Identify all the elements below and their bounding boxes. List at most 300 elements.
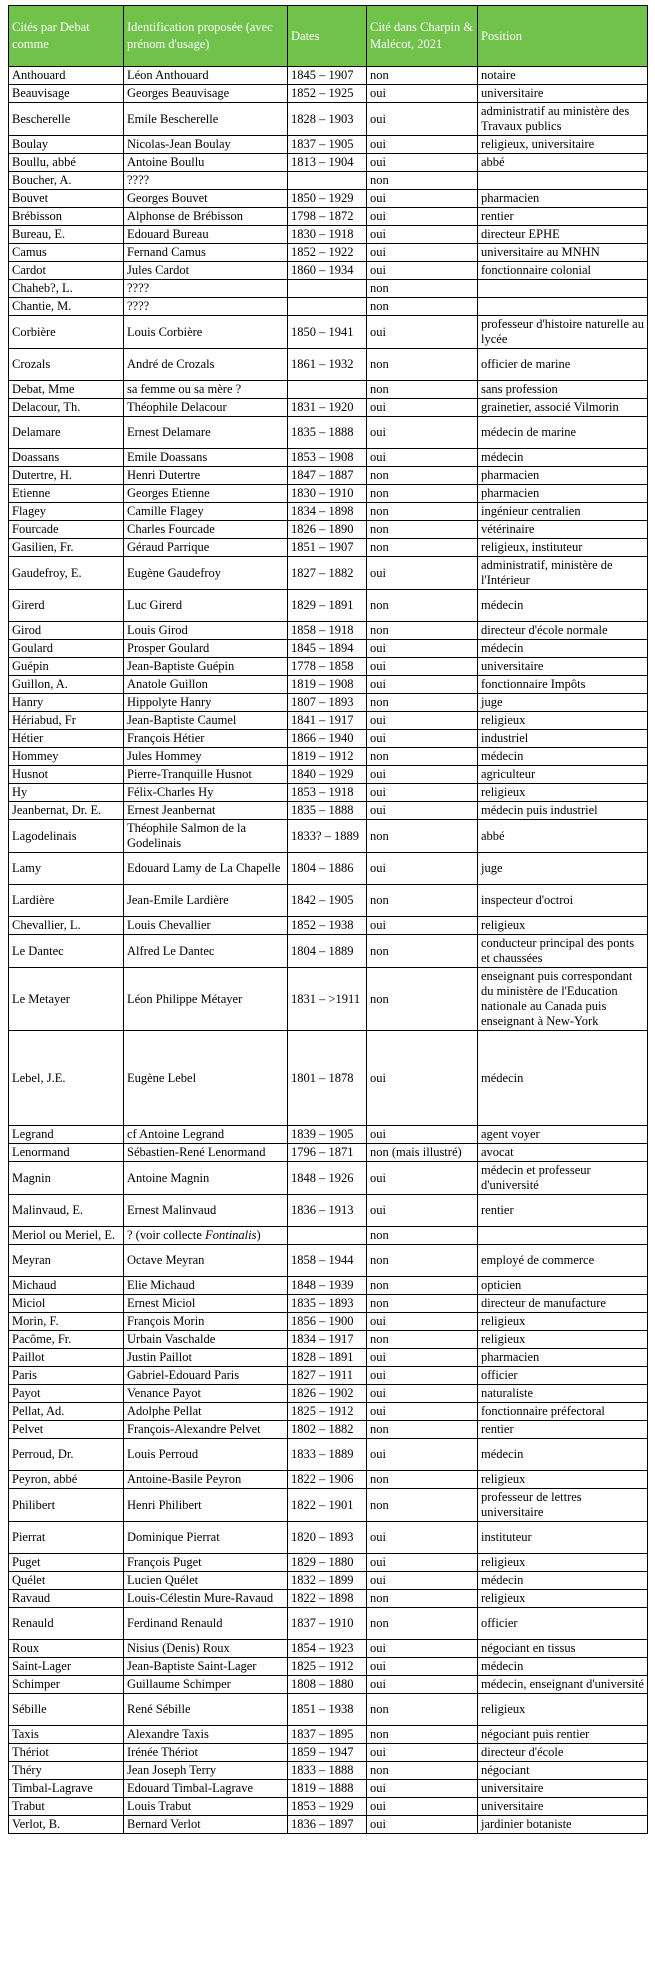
identification-cell: Guillaume Schimper xyxy=(124,1676,288,1694)
dates-cell: 1837 – 1905 xyxy=(288,136,367,154)
table-row xyxy=(9,262,648,280)
identification-italic-text: Fontinalis xyxy=(205,1228,257,1242)
table-row xyxy=(9,1245,648,1277)
position-cell: religieux xyxy=(478,1313,648,1331)
cited-cell: Camus xyxy=(9,244,124,262)
dates-cell: 1832 – 1899 xyxy=(288,1572,367,1590)
table-row xyxy=(9,1313,648,1331)
cited-cell: Bescherelle xyxy=(9,103,124,136)
table-row xyxy=(9,712,648,730)
charpin-cell: oui xyxy=(367,316,478,349)
position-cell: médecin puis industriel xyxy=(478,802,648,820)
dates-cell: 1845 – 1894 xyxy=(288,640,367,658)
charpin-cell: non xyxy=(367,1471,478,1489)
charpin-cell: non xyxy=(367,1608,478,1640)
identification-cell: Gabriel-Edouard Paris xyxy=(124,1367,288,1385)
dates-cell: 1828 – 1891 xyxy=(288,1349,367,1367)
dates-cell: 1819 – 1912 xyxy=(288,748,367,766)
identification-after-text: ) xyxy=(256,1228,261,1242)
identification-cell: Emile Doassans xyxy=(124,449,288,467)
cited-cell: Le Dantec xyxy=(9,935,124,968)
identification-cell: Antoine-Basile Peyron xyxy=(124,1471,288,1489)
table-row xyxy=(9,280,648,298)
charpin-cell: oui xyxy=(367,676,478,694)
identification-cell: Bernard Verlot xyxy=(124,1816,288,1834)
dates-cell: 1851 – 1938 xyxy=(288,1694,367,1726)
identification-text: ? (voir collecte xyxy=(127,1228,202,1242)
table-row xyxy=(9,1277,648,1295)
identification-cell: Léon Philippe Métayer xyxy=(124,968,288,1031)
table-row xyxy=(9,154,648,172)
identification-cell: Alfred Le Dantec xyxy=(124,935,288,968)
table-row xyxy=(9,1762,648,1780)
identification-cell: Jean-Emile Lardière xyxy=(124,885,288,917)
cited-cell: Le Metayer xyxy=(9,968,124,1031)
identification-cell: Nisius (Denis) Roux xyxy=(124,1640,288,1658)
cited-cell: Dutertre, H. xyxy=(9,467,124,485)
identification-cell: ???? xyxy=(124,280,288,298)
dates-cell xyxy=(288,172,367,190)
identification-cell: Léon Anthouard xyxy=(124,67,288,85)
dates-cell: 1826 – 1902 xyxy=(288,1385,367,1403)
dates-cell: 1833 – 1888 xyxy=(288,1762,367,1780)
charpin-cell: oui xyxy=(367,1439,478,1471)
charpin-cell: oui xyxy=(367,262,478,280)
position-cell: médecin xyxy=(478,1658,648,1676)
charpin-cell: non xyxy=(367,539,478,557)
charpin-cell: oui xyxy=(367,1367,478,1385)
dates-cell: 1813 – 1904 xyxy=(288,154,367,172)
table-row xyxy=(9,539,648,557)
position-cell: négociant en tissus xyxy=(478,1640,648,1658)
cited-cell: Cardot xyxy=(9,262,124,280)
table-row xyxy=(9,1162,648,1195)
position-cell: jardinier botaniste xyxy=(478,1816,648,1834)
table-row xyxy=(9,1367,648,1385)
dates-cell: 1833 – 1889 xyxy=(288,1439,367,1471)
charpin-cell: non xyxy=(367,622,478,640)
charpin-cell: non xyxy=(367,349,478,381)
position-cell: opticien xyxy=(478,1277,648,1295)
table-row xyxy=(9,1726,648,1744)
charpin-cell: non xyxy=(367,1331,478,1349)
position-cell: fonctionnaire colonial xyxy=(478,262,648,280)
header-charpin-malecot: Cité dans Charpin & Malécot, 2021 xyxy=(367,6,478,67)
charpin-cell: oui xyxy=(367,766,478,784)
position-cell: négociant xyxy=(478,1762,648,1780)
charpin-cell: non xyxy=(367,748,478,766)
cited-cell: Lenormand xyxy=(9,1144,124,1162)
charpin-cell: oui xyxy=(367,1313,478,1331)
identification-cell: Jules Hommey xyxy=(124,748,288,766)
table-body xyxy=(9,67,648,1834)
table-row xyxy=(9,1195,648,1227)
identification-cell: Henri Dutertre xyxy=(124,467,288,485)
charpin-cell: oui xyxy=(367,784,478,802)
charpin-cell: oui xyxy=(367,640,478,658)
dates-cell: 1796 – 1871 xyxy=(288,1144,367,1162)
position-cell: agent voyer xyxy=(478,1126,648,1144)
dates-cell xyxy=(288,298,367,316)
cited-cell: Girerd xyxy=(9,590,124,622)
table-row xyxy=(9,730,648,748)
dates-cell: 1807 – 1893 xyxy=(288,694,367,712)
position-cell: naturaliste xyxy=(478,1385,648,1403)
table-row xyxy=(9,622,648,640)
table-row xyxy=(9,381,648,399)
charpin-cell: oui xyxy=(367,1126,478,1144)
cited-cell: Bouvet xyxy=(9,190,124,208)
charpin-cell: oui xyxy=(367,1744,478,1762)
position-cell: avocat xyxy=(478,1144,648,1162)
identification-cell: Justin Paillot xyxy=(124,1349,288,1367)
dates-cell: 1850 – 1941 xyxy=(288,316,367,349)
position-cell: médecin xyxy=(478,1439,648,1471)
table-row xyxy=(9,244,648,262)
dates-cell: 1852 – 1925 xyxy=(288,85,367,103)
table-row xyxy=(9,1554,648,1572)
cited-cell: Brébisson xyxy=(9,208,124,226)
table-row xyxy=(9,67,648,85)
cited-cell: Beauvisage xyxy=(9,85,124,103)
table-row xyxy=(9,1744,648,1762)
position-cell: instituteur xyxy=(478,1522,648,1554)
cited-cell: Chantie, M. xyxy=(9,298,124,316)
identification-cell: Jules Cardot xyxy=(124,262,288,280)
charpin-cell: oui xyxy=(367,712,478,730)
charpin-cell: oui xyxy=(367,417,478,449)
identification-cell: François Morin xyxy=(124,1313,288,1331)
identification-cell: Georges Bouvet xyxy=(124,190,288,208)
identification-cell: Louis Trabut xyxy=(124,1798,288,1816)
position-cell: abbé xyxy=(478,820,648,853)
cited-cell: Renauld xyxy=(9,1608,124,1640)
identification-cell: ???? xyxy=(124,298,288,316)
position-cell: universitaire xyxy=(478,658,648,676)
dates-cell: 1804 – 1886 xyxy=(288,853,367,885)
identification-cell: Ernest Malinvaud xyxy=(124,1195,288,1227)
table-row xyxy=(9,1694,648,1726)
position-cell: officier xyxy=(478,1608,648,1640)
dates-cell: 1822 – 1906 xyxy=(288,1471,367,1489)
identification-cell: Luc Girerd xyxy=(124,590,288,622)
charpin-cell: non xyxy=(367,503,478,521)
dates-cell: 1831 – >1911 xyxy=(288,968,367,1031)
charpin-cell: oui xyxy=(367,1195,478,1227)
cited-cell: Crozals xyxy=(9,349,124,381)
position-cell: vétérinaire xyxy=(478,521,648,539)
dates-cell: 1841 – 1917 xyxy=(288,712,367,730)
dates-cell: 1830 – 1910 xyxy=(288,485,367,503)
identification-cell: Henri Philibert xyxy=(124,1489,288,1522)
cited-cell: Roux xyxy=(9,1640,124,1658)
cited-cell: Lardière xyxy=(9,885,124,917)
charpin-cell: oui xyxy=(367,1522,478,1554)
table-row xyxy=(9,766,648,784)
charpin-cell: non xyxy=(367,1489,478,1522)
table-row xyxy=(9,1421,648,1439)
identification-cell: Antoine Boullu xyxy=(124,154,288,172)
position-cell: rentier xyxy=(478,1195,648,1227)
identification-cell: Alphonse de Brébisson xyxy=(124,208,288,226)
charpin-cell: oui xyxy=(367,853,478,885)
dates-cell: 1851 – 1907 xyxy=(288,539,367,557)
table-row xyxy=(9,917,648,935)
position-cell: universitaire xyxy=(478,85,648,103)
cited-cell: Trabut xyxy=(9,1798,124,1816)
charpin-cell: non xyxy=(367,172,478,190)
table-row xyxy=(9,208,648,226)
cited-cell: Boullu, abbé xyxy=(9,154,124,172)
header-identification: Identification proposée (avec prénom d'usage) xyxy=(124,6,288,67)
table-row xyxy=(9,136,648,154)
cited-cell: Timbal-Lagrave xyxy=(9,1780,124,1798)
dates-cell: 1819 – 1908 xyxy=(288,676,367,694)
position-cell: juge xyxy=(478,694,648,712)
position-cell: employé de commerce xyxy=(478,1245,648,1277)
identification-cell: Urbain Vaschalde xyxy=(124,1331,288,1349)
position-cell: médecin, enseignant d'université xyxy=(478,1676,648,1694)
table-row xyxy=(9,1608,648,1640)
cited-cell: Lebel, J.E. xyxy=(9,1031,124,1126)
table-row xyxy=(9,349,648,381)
charpin-cell: non xyxy=(367,1227,478,1245)
identification-cell: sa femme ou sa mère ? xyxy=(124,381,288,399)
identification-cell: Louis-Célestin Mure-Ravaud xyxy=(124,1590,288,1608)
charpin-cell: oui xyxy=(367,103,478,136)
dates-cell: 1834 – 1917 xyxy=(288,1331,367,1349)
position-cell: administratif au ministère des Travaux publics xyxy=(478,103,648,136)
cited-cell: Goulard xyxy=(9,640,124,658)
table-row xyxy=(9,1522,648,1554)
position-cell: ingénieur centralien xyxy=(478,503,648,521)
table-row xyxy=(9,820,648,853)
cited-cell: Lagodelinais xyxy=(9,820,124,853)
cited-cell: Taxis xyxy=(9,1726,124,1744)
identification-cell: François Puget xyxy=(124,1554,288,1572)
position-cell: industriel xyxy=(478,730,648,748)
position-cell: directeur de manufacture xyxy=(478,1295,648,1313)
cited-cell: Hy xyxy=(9,784,124,802)
charpin-cell: oui xyxy=(367,1554,478,1572)
dates-cell: 1840 – 1929 xyxy=(288,766,367,784)
dates-cell: 1822 – 1901 xyxy=(288,1489,367,1522)
table-row xyxy=(9,399,648,417)
dates-cell: 1856 – 1900 xyxy=(288,1313,367,1331)
cited-cell: Saint-Lager xyxy=(9,1658,124,1676)
table-row xyxy=(9,784,648,802)
charpin-cell: non xyxy=(367,1590,478,1608)
identification-cell: Sébastien-René Lenormand xyxy=(124,1144,288,1162)
identification-cell: cf Antoine Legrand xyxy=(124,1126,288,1144)
position-cell: médecin de marine xyxy=(478,417,648,449)
charpin-cell: non (mais illustré) xyxy=(367,1144,478,1162)
dates-cell: 1845 – 1907 xyxy=(288,67,367,85)
charpin-cell: oui xyxy=(367,658,478,676)
charpin-cell: oui xyxy=(367,802,478,820)
identification-cell: Théophile Delacour xyxy=(124,399,288,417)
cited-cell: Hanry xyxy=(9,694,124,712)
identification-cell: Antoine Magnin xyxy=(124,1162,288,1195)
dates-cell: 1836 – 1913 xyxy=(288,1195,367,1227)
table-row xyxy=(9,590,648,622)
identification-cell: Nicolas-Jean Boulay xyxy=(124,136,288,154)
identification-cell: Ernest Delamare xyxy=(124,417,288,449)
charpin-cell: oui xyxy=(367,1385,478,1403)
header-cited-by-debat: Cités par Debat comme xyxy=(9,6,124,67)
charpin-cell: oui xyxy=(367,1780,478,1798)
charpin-cell: oui xyxy=(367,1798,478,1816)
table-row xyxy=(9,658,648,676)
identification-cell: Edouard Lamy de La Chapelle xyxy=(124,853,288,885)
dates-cell: 1853 – 1908 xyxy=(288,449,367,467)
table-row xyxy=(9,417,648,449)
dates-cell: 1842 – 1905 xyxy=(288,885,367,917)
position-cell: négociant puis rentier xyxy=(478,1726,648,1744)
dates-cell: 1835 – 1893 xyxy=(288,1295,367,1313)
position-cell: professeur de lettres universitaire xyxy=(478,1489,648,1522)
table-row xyxy=(9,449,648,467)
charpin-cell: non xyxy=(367,1277,478,1295)
charpin-cell: non xyxy=(367,590,478,622)
identification-cell: Jean Joseph Terry xyxy=(124,1762,288,1780)
position-cell: enseignant puis correspondant du ministère de l'Education nationale au Canada puis enseignant à New-York xyxy=(478,968,648,1031)
dates-cell: 1858 – 1944 xyxy=(288,1245,367,1277)
position-cell: conducteur principal des ponts et chaussées xyxy=(478,935,648,968)
persons-table xyxy=(8,5,648,1834)
position-cell: religieux xyxy=(478,1471,648,1489)
cited-cell: Guillon, A. xyxy=(9,676,124,694)
cited-cell: Debat, Mme xyxy=(9,381,124,399)
identification-cell: Eugène Gaudefroy xyxy=(124,557,288,590)
header-position: Position xyxy=(478,6,648,67)
identification-cell: Ernest Miciol xyxy=(124,1295,288,1313)
identification-cell: Louis Chevallier xyxy=(124,917,288,935)
charpin-cell: non xyxy=(367,280,478,298)
table-row xyxy=(9,1676,648,1694)
cited-cell: Philibert xyxy=(9,1489,124,1522)
dates-cell: 1853 – 1918 xyxy=(288,784,367,802)
table-row xyxy=(9,968,648,1031)
identification-cell: Géraud Parrique xyxy=(124,539,288,557)
dates-cell: 1828 – 1903 xyxy=(288,103,367,136)
table-row xyxy=(9,467,648,485)
identification-cell: Hippolyte Hanry xyxy=(124,694,288,712)
table-row xyxy=(9,853,648,885)
charpin-cell: oui xyxy=(367,226,478,244)
table-row xyxy=(9,1144,648,1162)
charpin-cell: oui xyxy=(367,1676,478,1694)
position-cell: administratif, ministère de l'Intérieur xyxy=(478,557,648,590)
cited-cell: Hommey xyxy=(9,748,124,766)
identification-cell: Elie Michaud xyxy=(124,1277,288,1295)
identification-cell: Edouard Bureau xyxy=(124,226,288,244)
dates-cell: 1827 – 1911 xyxy=(288,1367,367,1385)
table-row xyxy=(9,935,648,968)
table-row xyxy=(9,885,648,917)
position-cell: directeur d'école xyxy=(478,1744,648,1762)
table-row xyxy=(9,1590,648,1608)
position-cell xyxy=(478,1227,648,1245)
identification-cell: Louis Perroud xyxy=(124,1439,288,1471)
dates-cell: 1837 – 1895 xyxy=(288,1726,367,1744)
table-row xyxy=(9,1295,648,1313)
table-row xyxy=(9,103,648,136)
position-cell: religieux, universitaire xyxy=(478,136,648,154)
position-cell: inspecteur d'octroi xyxy=(478,885,648,917)
cited-cell: Paillot xyxy=(9,1349,124,1367)
position-cell: universitaire xyxy=(478,1798,648,1816)
cited-cell: Hériabud, Fr xyxy=(9,712,124,730)
charpin-cell: oui xyxy=(367,1031,478,1126)
position-cell: rentier xyxy=(478,1421,648,1439)
position-cell: grainetier, associé Vilmorin xyxy=(478,399,648,417)
table-row xyxy=(9,1403,648,1421)
identification-cell: Ferdinand Renauld xyxy=(124,1608,288,1640)
cited-cell: Jeanbernat, Dr. E. xyxy=(9,802,124,820)
charpin-cell: oui xyxy=(367,244,478,262)
position-cell: médecin et professeur d'université xyxy=(478,1162,648,1195)
position-cell: pharmacien xyxy=(478,190,648,208)
position-cell: médecin xyxy=(478,748,648,766)
charpin-cell: non xyxy=(367,968,478,1031)
dates-cell: 1848 – 1939 xyxy=(288,1277,367,1295)
table-row xyxy=(9,1471,648,1489)
position-cell: directeur EPHE xyxy=(478,226,648,244)
identification-cell: Anatole Guillon xyxy=(124,676,288,694)
cited-cell: Malinvaud, E. xyxy=(9,1195,124,1227)
identification-cell: Félix-Charles Hy xyxy=(124,784,288,802)
identification-cell: François-Alexandre Pelvet xyxy=(124,1421,288,1439)
charpin-cell: non xyxy=(367,467,478,485)
position-cell: professeur d'histoire naturelle au lycée xyxy=(478,316,648,349)
dates-cell: 1808 – 1880 xyxy=(288,1676,367,1694)
dates-cell: 1830 – 1918 xyxy=(288,226,367,244)
position-cell: pharmacien xyxy=(478,1349,648,1367)
cited-cell: Chaheb?, L. xyxy=(9,280,124,298)
table-row xyxy=(9,503,648,521)
position-cell xyxy=(478,172,648,190)
dates-cell: 1819 – 1888 xyxy=(288,1780,367,1798)
position-cell: médecin xyxy=(478,1031,648,1126)
dates-cell: 1829 – 1891 xyxy=(288,590,367,622)
identification-cell: Lucien Quélet xyxy=(124,1572,288,1590)
charpin-cell: non xyxy=(367,885,478,917)
table-row xyxy=(9,1126,648,1144)
charpin-cell: oui xyxy=(367,449,478,467)
charpin-cell: non xyxy=(367,485,478,503)
cited-cell: Pierrat xyxy=(9,1522,124,1554)
charpin-cell: oui xyxy=(367,1640,478,1658)
dates-cell: 1834 – 1898 xyxy=(288,503,367,521)
identification-cell: Eugène Lebel xyxy=(124,1031,288,1126)
dates-cell: 1820 – 1893 xyxy=(288,1522,367,1554)
cited-cell: Chevallier, L. xyxy=(9,917,124,935)
charpin-cell: non xyxy=(367,298,478,316)
table-row xyxy=(9,1385,648,1403)
cited-cell: Thériot xyxy=(9,1744,124,1762)
charpin-cell: oui xyxy=(367,1162,478,1195)
table-row xyxy=(9,1658,648,1676)
cited-cell: Anthouard xyxy=(9,67,124,85)
dates-cell: 1858 – 1918 xyxy=(288,622,367,640)
table-row xyxy=(9,1640,648,1658)
dates-cell: 1825 – 1912 xyxy=(288,1403,367,1421)
table-row xyxy=(9,694,648,712)
cited-cell: Paris xyxy=(9,1367,124,1385)
table-row xyxy=(9,1227,648,1245)
identification-cell: Camille Flagey xyxy=(124,503,288,521)
